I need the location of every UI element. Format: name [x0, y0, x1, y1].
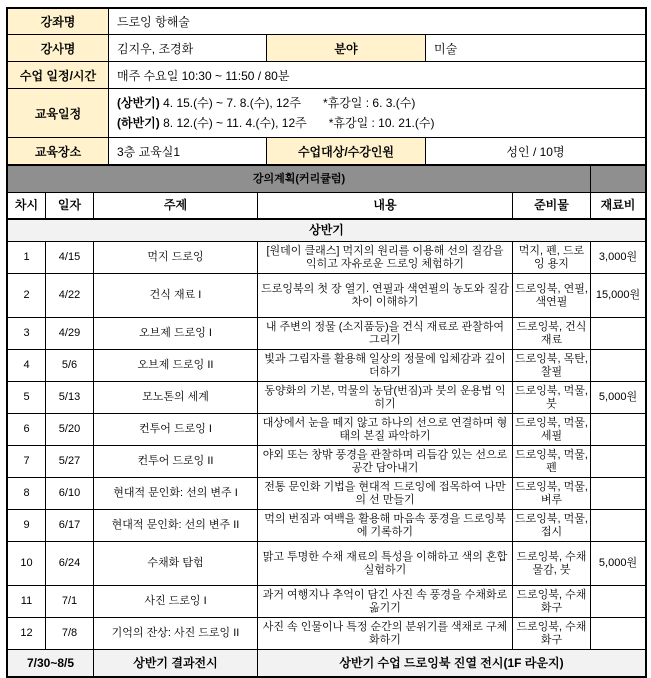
cell-materials: 드로잉북, 건식 재료 — [512, 318, 590, 350]
cell-topic: 기억의 잔상: 사진 드로잉 II — [94, 618, 258, 650]
table-row — [8, 542, 646, 586]
cell-topic: 현대적 문인화: 선의 변주 II — [94, 510, 258, 542]
cell-fee — [591, 618, 646, 650]
class-time-value: 매주 수요일 10:30 ~ 11:50 / 80분 — [109, 62, 646, 89]
cell-materials: 드로잉북, 연필, 색연필 — [512, 274, 590, 318]
place-value: 3층 교육실1 — [109, 138, 267, 165]
cell-no: 7 — [8, 446, 46, 478]
cell-date: 6/10 — [46, 478, 94, 510]
cell-content: 대상에서 눈을 떼지 않고 하나의 선으로 연결하며 형태의 본질 파악하기 — [258, 414, 513, 446]
cell-materials: 드로잉북, 수채화구 — [512, 586, 590, 618]
cell-fee: 3,000원 — [591, 242, 646, 274]
cell-fee — [591, 318, 646, 350]
cell-topic: 현대적 문인화: 선의 변주 I — [94, 478, 258, 510]
cell-materials: 드로잉북, 목탄, 찰필 — [512, 350, 590, 382]
instructor-value: 김지우, 조경화 — [109, 35, 267, 62]
curriculum-title-row — [8, 166, 646, 193]
schedule-value — [109, 89, 646, 138]
col-header-topic: 주제 — [94, 193, 258, 220]
cell-topic: 건식 재료 I — [94, 274, 258, 318]
class-time-label: 수업 일정/시간 — [8, 62, 109, 89]
cell-date: 5/20 — [46, 414, 94, 446]
curriculum-table — [7, 165, 646, 677]
cell-no: 9 — [8, 510, 46, 542]
cell-date: 7/1 — [46, 586, 94, 618]
cell-topic: 사진 드로잉 I — [94, 586, 258, 618]
cell-fee — [591, 510, 646, 542]
cell-fee: 5,000원 — [591, 542, 646, 586]
cell-content: 내 주변의 정물 (소지품등)을 건식 재료로 관찰하여 그리기 — [258, 318, 513, 350]
cell-no: 3 — [8, 318, 46, 350]
course-name-row — [8, 9, 646, 35]
cell-topic: 수채화 탐험 — [94, 542, 258, 586]
cell-materials: 드로잉북, 먹물, 펜 — [512, 446, 590, 478]
curriculum-title-spacer — [591, 166, 646, 193]
cell-content: 전통 문인화 기법을 현대적 드로잉에 접목하여 나만의 선 만들기 — [258, 478, 513, 510]
table-row — [8, 414, 646, 446]
instructor-row — [8, 35, 646, 62]
class-time-row — [8, 62, 646, 89]
cell-fee — [591, 350, 646, 382]
schedule-label: 교육일정 — [8, 89, 109, 138]
cell-materials: 드로잉북, 먹물, 벼루 — [512, 478, 590, 510]
place-row — [8, 138, 646, 165]
table-row — [8, 446, 646, 478]
table-row — [8, 318, 646, 350]
exhibition-content: 상반기 수업 드로잉북 진열 전시(1F 라운지) — [258, 650, 646, 677]
curriculum-title: 강의계획(커리큘럼) — [8, 166, 591, 193]
exhibition-period: 7/30~8/5 — [8, 650, 94, 677]
table-row — [8, 242, 646, 274]
cell-topic: 모노톤의 세계 — [94, 382, 258, 414]
cell-content: 먹의 번짐과 여백을 활용해 마음속 풍경을 드로잉북에 기록하기 — [258, 510, 513, 542]
col-header-content: 내용 — [258, 193, 513, 220]
schedule-first-half: (상반기) 4. 15.(수) ~ 7. 8.(수), 12주 *휴강일 : 6. 3.(수) — [117, 96, 416, 110]
table-row — [8, 618, 646, 650]
cell-no: 12 — [8, 618, 46, 650]
cell-fee: 15,000원 — [591, 274, 646, 318]
col-header-fee: 재료비 — [591, 193, 646, 220]
cell-fee — [591, 446, 646, 478]
cell-fee: 5,000원 — [591, 382, 646, 414]
cell-materials: 드로잉북, 수채화구 — [512, 618, 590, 650]
cell-date: 5/6 — [46, 350, 94, 382]
cell-no: 1 — [8, 242, 46, 274]
cell-materials: 드로잉북, 먹물, 접시 — [512, 510, 590, 542]
cell-topic: 컨투어 드로잉 I — [94, 414, 258, 446]
cell-content: 드로잉북의 첫 장 열기. 연필과 색연필의 농도와 질감 차이 이해하기 — [258, 274, 513, 318]
schedule-second-half: (하반기) 8. 12.(수) ~ 11. 4.(수), 12주 *휴강일 : 10. 21.(수) — [117, 116, 435, 130]
instructor-label: 강사명 — [8, 35, 109, 62]
exhibition-title: 상반기 결과전시 — [94, 650, 258, 677]
field-value: 미술 — [426, 35, 646, 62]
cell-materials: 먹지, 펜, 드로잉 용지 — [512, 242, 590, 274]
cell-topic: 먹지 드로잉 — [94, 242, 258, 274]
field-label: 분야 — [267, 35, 426, 62]
table-row — [8, 586, 646, 618]
course-name-value: 드로잉 항해술 — [109, 9, 646, 35]
cell-materials: 드로잉북, 먹물, 붓 — [512, 382, 590, 414]
cell-date: 4/22 — [46, 274, 94, 318]
cell-fee — [591, 586, 646, 618]
table-row — [8, 478, 646, 510]
table-row — [8, 274, 646, 318]
section-title: 상반기 — [8, 219, 646, 242]
table-row — [8, 382, 646, 414]
cell-no: 4 — [8, 350, 46, 382]
exhibition-row — [8, 650, 646, 677]
cell-topic: 오브제 드로잉 II — [94, 350, 258, 382]
col-header-materials: 준비물 — [512, 193, 590, 220]
cell-no: 5 — [8, 382, 46, 414]
cell-date: 7/8 — [46, 618, 94, 650]
section-band-first-half — [8, 219, 646, 242]
syllabus-sheet — [6, 7, 647, 678]
col-header-date: 일자 — [46, 193, 94, 220]
audience-label: 수업대상/수강인원 — [267, 138, 426, 165]
cell-content: 맑고 투명한 수채 재료의 특성을 이해하고 색의 혼합 실험하기 — [258, 542, 513, 586]
cell-date: 6/17 — [46, 510, 94, 542]
col-header-no: 차시 — [8, 193, 46, 220]
cell-fee — [591, 414, 646, 446]
cell-content: 사진 속 인물이나 특정 순간의 분위기를 색채로 구체화하기 — [258, 618, 513, 650]
course-info-table — [7, 8, 646, 165]
cell-topic: 오브제 드로잉 I — [94, 318, 258, 350]
cell-content: 과거 여행지나 추억이 담긴 사진 속 풍경을 수채화로 옮기기 — [258, 586, 513, 618]
cell-content: 야외 또는 창밖 풍경을 관찰하며 리듬감 있는 선으로 공간 담아내기 — [258, 446, 513, 478]
cell-no: 11 — [8, 586, 46, 618]
cell-no: 2 — [8, 274, 46, 318]
place-label: 교육장소 — [8, 138, 109, 165]
cell-date: 5/13 — [46, 382, 94, 414]
cell-content: 빛과 그림자를 활용해 일상의 정물에 입체감과 깊이 더하기 — [258, 350, 513, 382]
cell-date: 6/24 — [46, 542, 94, 586]
schedule-row — [8, 89, 646, 138]
cell-materials: 드로잉북, 먹물, 세필 — [512, 414, 590, 446]
cell-no: 6 — [8, 414, 46, 446]
table-row — [8, 510, 646, 542]
cell-date: 4/29 — [46, 318, 94, 350]
course-name-label: 강좌명 — [8, 9, 109, 35]
cell-fee — [591, 478, 646, 510]
cell-materials: 드로잉북, 수채물감, 붓 — [512, 542, 590, 586]
cell-no: 10 — [8, 542, 46, 586]
table-row — [8, 350, 646, 382]
cell-topic: 컨투어 드로잉 II — [94, 446, 258, 478]
cell-date: 4/15 — [46, 242, 94, 274]
cell-date: 5/27 — [46, 446, 94, 478]
cell-content: 동양화의 기본, 먹물의 농담(번짐)과 붓의 운용법 익히기 — [258, 382, 513, 414]
column-header-row — [8, 193, 646, 220]
cell-content: [원데이 클래스] 먹지의 원리를 이용해 선의 질감을 익히고 자유로운 드로잉 체험하기 — [258, 242, 513, 274]
cell-no: 8 — [8, 478, 46, 510]
audience-value: 성인 / 10명 — [426, 138, 646, 165]
